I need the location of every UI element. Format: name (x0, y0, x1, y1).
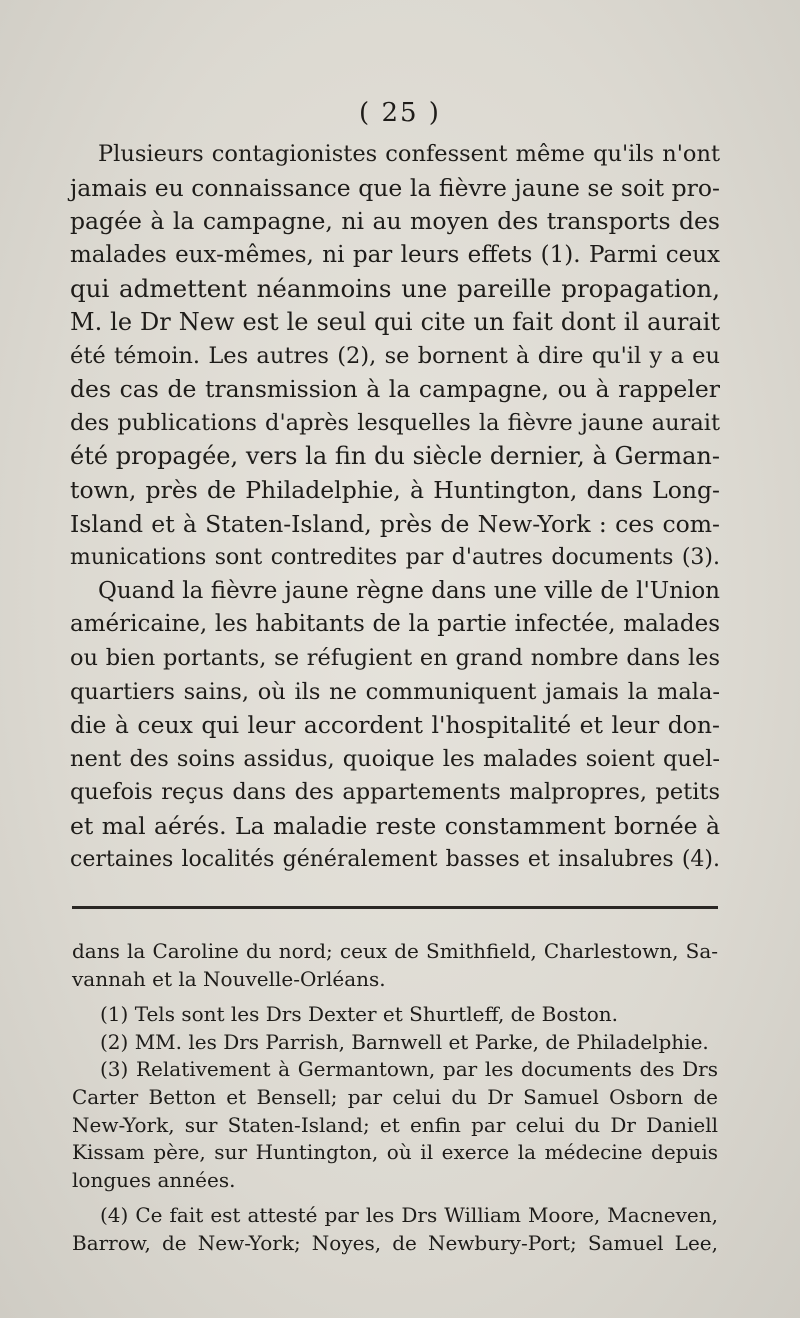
footnote-line: (3) Relativement à Germantown, par les documents des Drs (100, 1057, 718, 1082)
text-line: ou bien portants, se réfugient en grand nombre dans les (70, 644, 720, 671)
footnote-line: (4) Ce fait est attesté par les Drs William Moore, Macneven, (100, 1203, 718, 1228)
text-line: jamais eu connaissance que la fièvre jaune se soit pro- (70, 173, 720, 202)
text-line: nent des soins assidus, quoique les malades soient quel- (70, 745, 720, 772)
text-line: quartiers sains, où ils ne communiquent jamais la mala- (70, 678, 720, 705)
text-line: été propagée, vers la fin du siècle dernier, à German- (70, 442, 720, 471)
footnote-line: (1) Tels sont les Drs Dexter et Shurtleff, de Boston. (100, 1002, 618, 1027)
footnote-2 (72, 1029, 718, 1057)
footnote-4 (72, 1202, 718, 1257)
footnote-line: Carter Betton et Bensell; par celui du Dr Samuel Osborn de (72, 1084, 718, 1109)
page-number: ( 25 ) (359, 98, 441, 128)
text-line: quefois reçus dans des appartements malpropres, petits (70, 779, 720, 806)
footnote-line: Barrow, de New-York; Noyes, de Newbury-Port; Samuel Lee, (72, 1230, 718, 1255)
footnote-line: (2) MM. les Drs Parrish, Barnwell et Parke, de Philadelphie. (100, 1029, 709, 1054)
text-line: et mal aérés. La maladie reste constamment bornée à (70, 811, 720, 840)
text-line: des publications d'après lesquelles la fièvre jaune aurait (70, 409, 720, 436)
text-line: malades eux-mêmes, ni par leurs effets (1). Parmi ceux (70, 241, 720, 268)
footnote-1 (72, 1001, 718, 1029)
footnote-line: dans la Caroline du nord; ceux de Smithfield, Charlestown, Sa- (72, 939, 718, 963)
text-line: Island et à Staten-Island, près de New-York : ces com- (70, 509, 720, 538)
footnote-3 (72, 1056, 718, 1194)
text-line: Quand la fièvre jaune règne dans une ville de l'Union (98, 577, 720, 604)
footnote-line: Kissam père, sur Huntington, où il exerce la médecine depuis (72, 1140, 718, 1165)
footnote-line: vannah et la Nouvelle-Orléans. (72, 966, 386, 991)
paragraph-2 (70, 575, 720, 877)
text-line: pagée à la campagne, ni au moyen des transports des (70, 207, 720, 236)
footnote-line: New-York, sur Staten-Island; et enfin par celui du Dr Daniell (72, 1112, 718, 1137)
text-line: M. le Dr New est le seul qui cite un fait dont il aurait (70, 307, 720, 336)
text-line: été témoin. Les autres (2), se bornent à dire qu'il y a eu (70, 342, 720, 369)
text-line: américaine, les habitants de la partie infectée, malades (70, 611, 720, 638)
text-line: des cas de transmission à la campagne, ou à rappeler (70, 375, 720, 404)
text-line: Plusieurs contagionistes confessent même qu'ils n'ont (98, 141, 720, 167)
text-line: town, près de Philadelphie, à Huntington, dans Long- (70, 475, 720, 504)
footnote-continued (72, 938, 718, 993)
footnote-rule (72, 906, 718, 909)
footnotes (72, 938, 718, 1258)
body-text (70, 138, 720, 877)
text-line: qui admettent néanmoins une pareille propagation, (70, 274, 720, 304)
text-line: die à ceux qui leur accordent l'hospitalité et leur don- (70, 711, 720, 740)
paragraph-1 (70, 138, 720, 575)
footnote-line: longues années. (72, 1167, 236, 1192)
text-line: certaines localités généralement basses et insalubres (4). (70, 847, 720, 873)
text-line: munications sont contredites par d'autres documents (3). (70, 545, 720, 571)
